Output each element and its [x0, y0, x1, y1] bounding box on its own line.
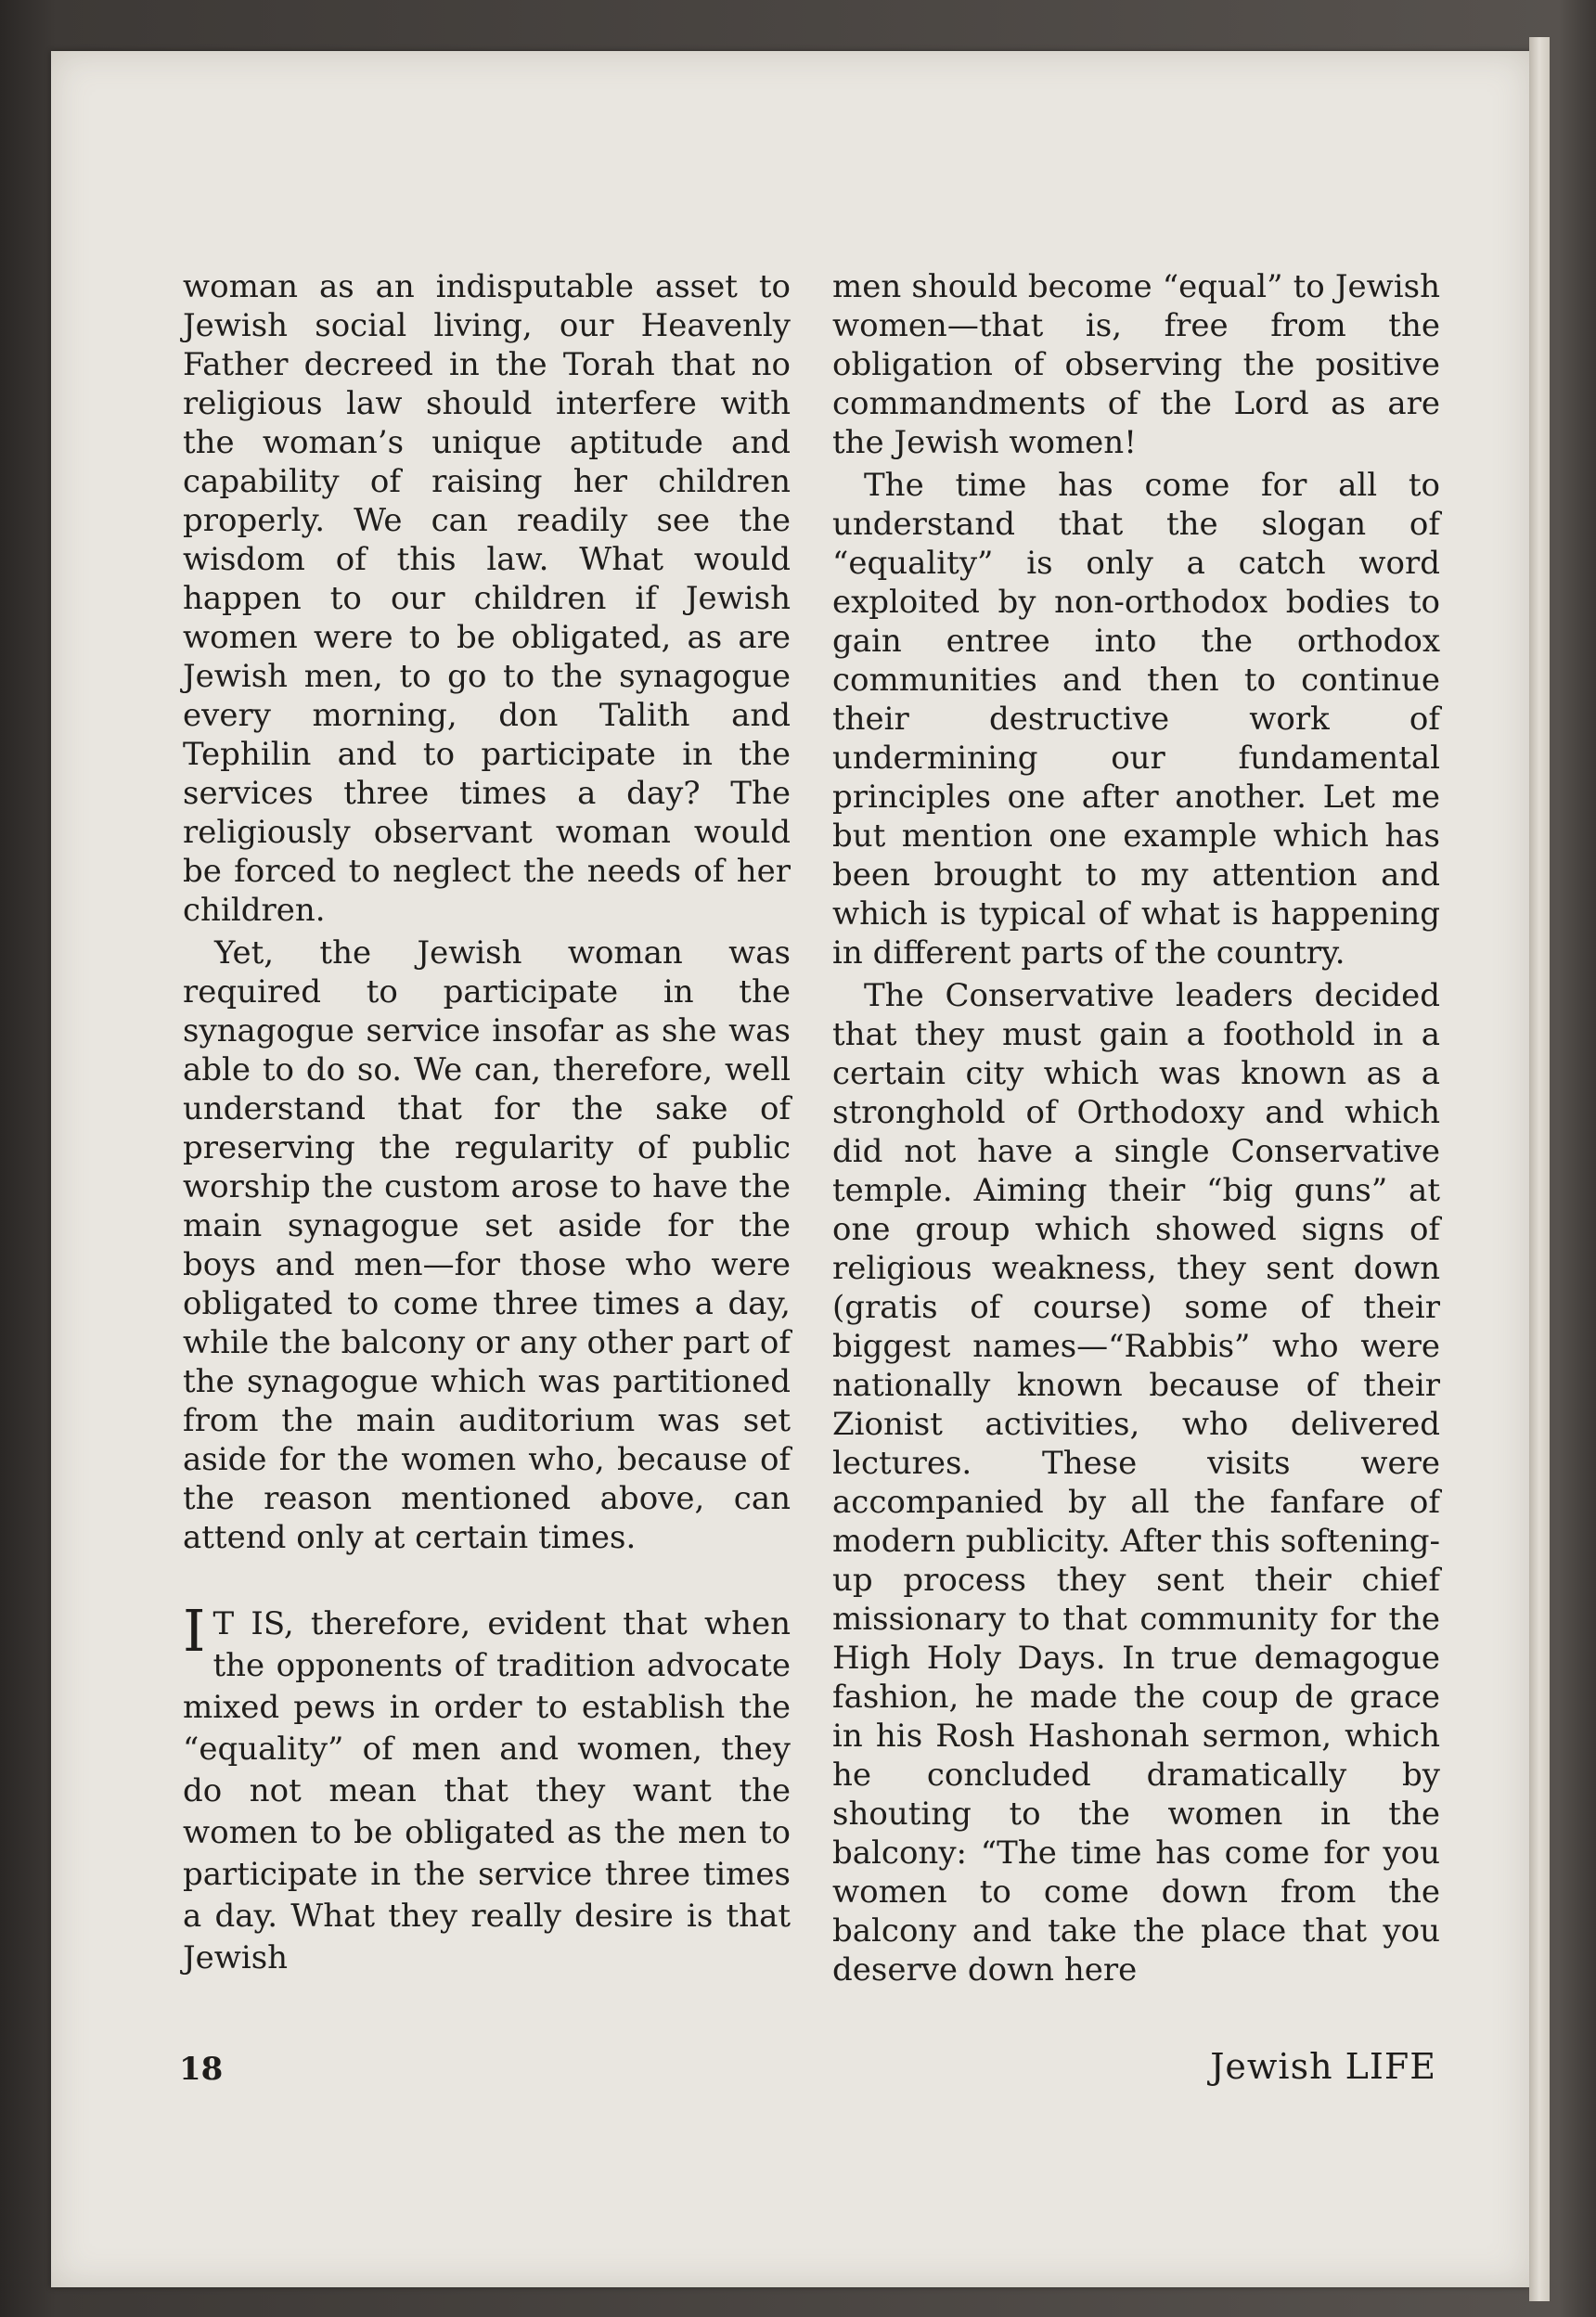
paragraph: men should become “equal” to Jewish women—that is, free from the obligation of observing the positive commandments of the Lord as are the Jewish women! [832, 268, 1440, 461]
page-number: 18 [179, 2051, 224, 2088]
paragraph: The Conservative leaders decided that they must gain a foothold in a certain city which was known as a stronghold of Orthodoxy and which did not have a single Conservative temple. Aiming their “big guns” at one group which showed signs of religious weakness, they sent down (gratis of course) some of their biggest names—“Rabbis” who were nationally known because of their Zionist activities, who delivered lectures. These visits were accompanied by all the fanfare of modern publicity. After this softening-up process they sent their chief missionary to that community for the High Holy Days. In true demagogue fashion, he made the coup de grace in his Rosh Hashonah sermon, which he concluded dramatically by shouting to the women in the balcony: “The time has come for you women to come down from the balcony and take the place that you deserve down here [832, 977, 1440, 1989]
paragraph: The time has come for all to understand that the slogan of “equality” is only a catch word exploited by non-orthodox bodies to gain entree into the orthodox communities and then to continue their destructive work of undermining our fundamental principles one after another. Let me but mention one example which has been brought to my attention and which is typical of what is happening in different parts of the country. [832, 467, 1440, 972]
paragraph: woman as an indisputable asset to Jewish social living, our Heavenly Father decreed in the Torah that no religious law should interfere with the woman’s unique aptitude and capability of raising her children properly. We can readily see the wisdom of this law. What would happen to our children if Jewish women were to be obligated, as are Jewish men, to go to the synagogue every morning, don Talith and Tephilin and to participate in the services three times a day? The religiously observant woman would be forced to neglect the needs of her children. [183, 268, 791, 929]
paragraph: Yet, the Jewish woman was required to participate in the synagogue service insofar as she was able to do so. We can, therefore, well understand that for the sake of preserving the regularity of public worship the custom arose to have the main synagogue set aside for the boys and men—for those who were obligated to come three times a day, while the balcony or any other part of the synagogue which was partitioned from the main auditorium was set aside for the women who, because of the reason mentioned above, can attend only at certain times. [183, 934, 791, 1556]
magazine-title: Jewish LIFE [1210, 2046, 1436, 2087]
drop-cap: I [183, 1597, 206, 1665]
left-column [183, 267, 791, 1979]
right-column [832, 267, 1440, 1989]
section-paragraph [183, 1597, 791, 1979]
section-text: T IS, therefore, evident that when the opponents of tradition advocate mixed pews in order to establish the “equality” of men and women, they do not mean that they want the women to be obligated as the men to participate in the service three times a day. What they really desire is that Jewish [183, 1605, 791, 1976]
book-gutter [1529, 37, 1550, 2301]
